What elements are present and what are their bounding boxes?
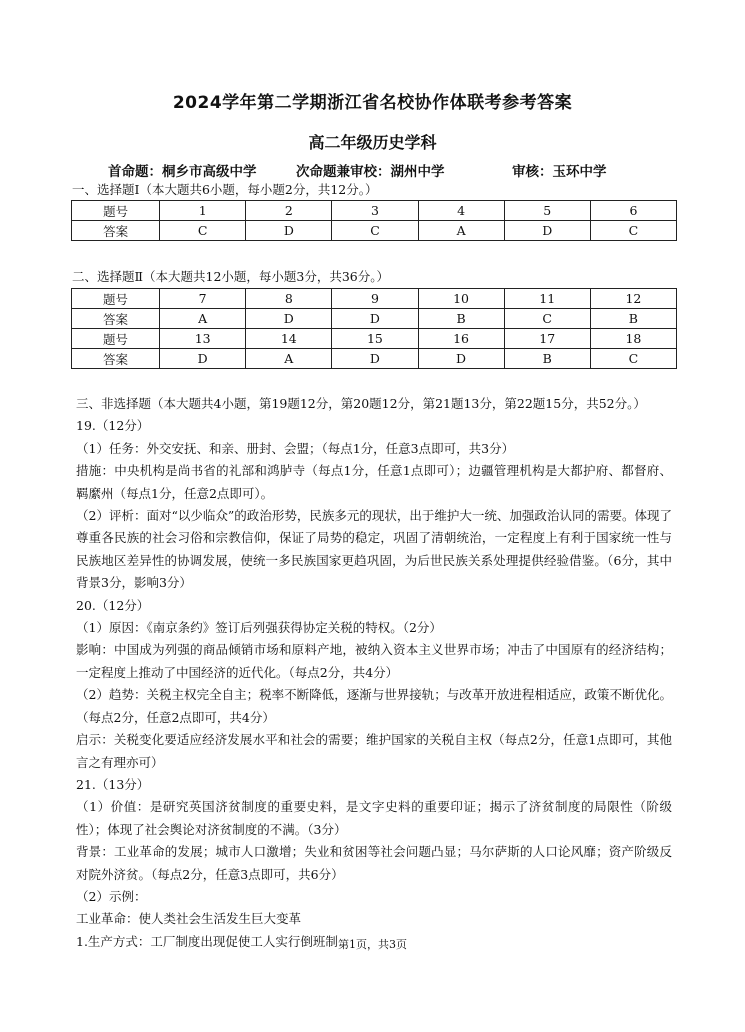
table-cell: B xyxy=(418,309,504,329)
question-21-heading: 21.（13分） xyxy=(76,776,150,792)
table-cell-label: 答案 xyxy=(72,221,160,241)
section2-heading: 二、选择题Ⅱ（本大题共12小题，每小题3分，共36分。） xyxy=(72,269,390,284)
table-cell: 9 xyxy=(332,289,418,309)
table-cell: B xyxy=(590,309,676,329)
section3-heading: 三、非选择题（本大题共4小题，第19题12分，第20题12分，第21题13分，第22题15分，共52分。） xyxy=(76,396,646,411)
table-row xyxy=(72,309,677,329)
table-cell: A xyxy=(246,349,332,369)
table-cell: 4 xyxy=(418,201,504,221)
table-cell: C xyxy=(160,221,246,241)
table-cell: 14 xyxy=(246,329,332,349)
table-cell: C xyxy=(504,309,590,329)
credit-second-setter: 次命题兼审校：湖州中学 xyxy=(296,164,445,180)
table-cell: 3 xyxy=(332,201,418,221)
table-cell: 10 xyxy=(418,289,504,309)
table-row xyxy=(72,329,677,349)
answer-paragraph: （1）价值：是研究英国济贫制度的重要史料，是文字史料的重要印证；揭示了济贫制度的局限性（阶级性）；体现了社会舆论对济贫制度的不满。（3分） xyxy=(76,799,672,837)
answer-paragraph: （1）原因：《南京条约》签订后列强获得协定关税的特权。（2分） xyxy=(76,620,442,636)
table-cell: 15 xyxy=(332,329,418,349)
table-cell: 8 xyxy=(246,289,332,309)
answer-paragraph: （2）评析：面对“以少临众”的政治形势，民族多元的现状，出于维护大一统、加强政治认同的需要。体现了尊重各民族的社会习俗和宗教信仰，保证了局势的稳定，巩固了清朝统治，一定程度上有利于国家统一性与民族地区差异性的协调发展，使统一多民族国家更趋巩固，为后世民族关系处理提供经验借鉴。（6分，其中背景3分，影响3分） xyxy=(76,508,672,591)
table-cell: D xyxy=(332,349,418,369)
table-cell: 5 xyxy=(504,201,590,221)
table-cell: 13 xyxy=(160,329,246,349)
answer-paragraph: 工业革命：使人类社会生活发生巨大变革 xyxy=(76,911,302,927)
section1-heading: 一、选择题Ⅰ（本大题共6小题，每小题2分，共12分。） xyxy=(72,182,378,197)
table-cell: 16 xyxy=(418,329,504,349)
credit-first-setter: 首命题：桐乡市高级中学 xyxy=(108,164,257,180)
table-cell: 12 xyxy=(590,289,676,309)
credits-line xyxy=(108,160,668,180)
answer-paragraph: 背景：工业革命的发展；城市人口激增；失业和贫困等社会问题凸显；马尔萨斯的人口论风靡；资产阶级反对院外济贫。（每点2分，任意3点即可，共6分） xyxy=(76,844,672,882)
table-cell: 2 xyxy=(246,201,332,221)
table-cell: A xyxy=(418,221,504,241)
answer-paragraph: 启示：关税变化要适应经济发展水平和社会的需要；维护国家的关税自主权（每点2分，任意1点即可，其他言之有理亦可） xyxy=(76,732,672,770)
table-cell: 11 xyxy=(504,289,590,309)
table-cell: C xyxy=(590,221,676,241)
table-cell-label: 题号 xyxy=(72,289,160,309)
table-row xyxy=(72,349,677,369)
table-cell: D xyxy=(160,349,246,369)
table-cell: 6 xyxy=(590,201,676,221)
table-row xyxy=(72,221,677,241)
table-row xyxy=(72,289,677,309)
table-cell: D xyxy=(246,309,332,329)
table-cell: D xyxy=(246,221,332,241)
answer-table-2 xyxy=(71,288,677,369)
question-20-heading: 20.（12分） xyxy=(76,597,150,613)
table-cell: D xyxy=(332,309,418,329)
table-row xyxy=(72,201,677,221)
table-cell-label: 题号 xyxy=(72,201,160,221)
table-cell: A xyxy=(160,309,246,329)
answer-table-1 xyxy=(71,200,677,241)
table-cell: 18 xyxy=(590,329,676,349)
table-cell: D xyxy=(504,221,590,241)
table-cell: C xyxy=(590,349,676,369)
table-cell-label: 答案 xyxy=(72,349,160,369)
question-19-heading: 19.（12分） xyxy=(76,418,150,434)
table-cell: 17 xyxy=(504,329,590,349)
answer-paragraph: 1.生产方式：工厂制度出现促使工人实行倒班制 xyxy=(76,933,338,949)
table-cell-label: 答案 xyxy=(72,309,160,329)
page-footer: 第1页，共3页 xyxy=(338,938,407,951)
answer-paragraph: 影响：中国成为列强的商品倾销市场和原料产地，被纳入资本主义世界市场；冲击了中国原有的经济结构；一定程度上推动了中国经济的近代化。（每点2分，共4分） xyxy=(76,642,672,680)
document-title: 2024学年第二学期浙江省名校协作体联考参考答案 xyxy=(172,93,573,113)
table-cell: 7 xyxy=(160,289,246,309)
table-cell: B xyxy=(504,349,590,369)
table-cell: C xyxy=(332,221,418,241)
table-cell: D xyxy=(418,349,504,369)
answer-paragraph: （2）示例： xyxy=(76,888,147,904)
answer-paragraph: （2）趋势：关税主权完全自主；税率不断降低，逐渐与世界接轨；与改革开放进程相适应，政策不断优化。（每点2分，任意2点即可，共4分） xyxy=(76,687,672,725)
document-subtitle: 高二年级历史学科 xyxy=(308,133,437,152)
credit-reviewer: 审核：玉环中学 xyxy=(512,164,607,180)
answer-body xyxy=(76,393,672,953)
answer-paragraph: （1）任务：外交安抚、和亲、册封、会盟；（每点1分，任意3点即可，共3分） xyxy=(76,440,515,456)
table-cell: 1 xyxy=(160,201,246,221)
answer-paragraph: 措施：中央机构是尚书省的礼部和鸿胪寺（每点1分，任意1点即可）；边疆管理机构是大都护府、都督府、羁縻州（每点1分，任意2点即可）。 xyxy=(76,463,672,501)
table-cell-label: 题号 xyxy=(72,329,160,349)
